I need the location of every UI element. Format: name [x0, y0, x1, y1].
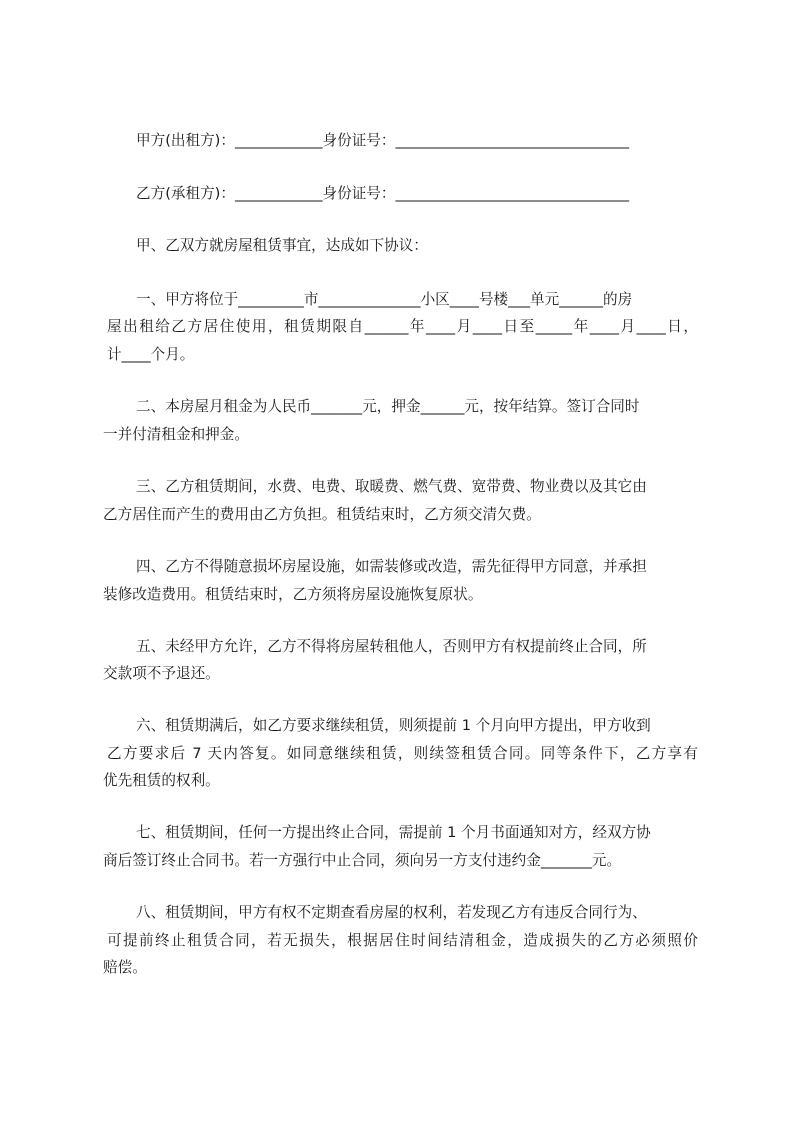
clause-5-line-1: 五、未经甲方允许，乙方不得将房屋转租他人，否则甲方有权提前终止合同，所 [136, 638, 647, 655]
party-a-id-label: 身份证号： [322, 132, 396, 149]
party-b-id-blank: ________________________________ [395, 185, 629, 202]
clause-4-line-1: 四、乙方不得随意损坏房屋设施，如需装修或改造，需先征得甲方同意，并承担 [136, 558, 647, 575]
clause-7-line-2: 商后签订终止合同书。若一方强行中止合同，须向另一方支付违约金_______元。 [103, 852, 622, 869]
clause-6-line-3: 优先租赁的权利。 [103, 772, 220, 789]
clause-6-line-2: 乙方要求后 7 天内答复。如同意继续租赁，则续签租赁合同。同等条件下，乙方享有 [107, 745, 698, 762]
clause-5-line-2: 交款项不予退还。 [103, 665, 220, 682]
party-a-name-blank: ____________ [234, 132, 323, 149]
intro-text: 甲、乙双方就房屋租赁事宜，达成如下协议： [136, 237, 428, 254]
clause-2-line-1: 二、本房屋月租金为人民币_______元，押金______元，按年结算。签订合同时 [136, 398, 640, 415]
clause-3-line-2: 乙方居住而产生的费用由乙方负担。租赁结束时，乙方须交清欠费。 [103, 506, 541, 523]
party-b-id-label: 身份证号： [322, 185, 396, 202]
party-a-label: 甲方(出租方)： [136, 132, 235, 149]
clause-8-line-2: 可提前终止租赁合同，若无损失，根据居住时间结清租金，造成损失的乙方必须照价 [107, 932, 698, 949]
party-a-line [136, 131, 629, 151]
clause-6-line-1: 六、租赁期满后，如乙方要求继续租赁，则须提前 1 个月向甲方提出，甲方收到 [136, 717, 651, 734]
clause-1-line-2: 屋出租给乙方居住使用，租赁期限自______年____月____日至_____年____月____日， [107, 318, 698, 335]
clause-3-line-1: 三、乙方租赁期间，水费、电费、取暖费、燃气费、宽带费、物业费以及其它由 [136, 478, 647, 495]
clause-8-line-3: 赔偿。 [103, 959, 147, 976]
clause-1-line-3: 计____个月。 [107, 346, 195, 363]
clause-2-line-2: 一并付清租金和押金。 [103, 426, 249, 443]
clause-1-line-1: 一、甲方将位于_________市______________小区____号楼___单元______的房 [136, 291, 633, 308]
party-b-label: 乙方(承租方)： [136, 185, 235, 202]
party-b-name-blank: ____________ [234, 185, 323, 202]
clause-8-line-1: 八、租赁期间，甲方有权不定期查看房屋的权利，若发现乙方有违反合同行为、 [136, 904, 647, 921]
party-a-id-blank: ________________________________ [395, 132, 629, 149]
clause-4-line-2: 装修改造费用。租赁结束时，乙方须将房屋设施恢复原状。 [103, 586, 483, 603]
party-b-line [136, 184, 629, 204]
clause-7-line-1: 七、租赁期间，任何一方提出终止合同，需提前 1 个月书面通知对方，经双方协 [136, 824, 651, 841]
